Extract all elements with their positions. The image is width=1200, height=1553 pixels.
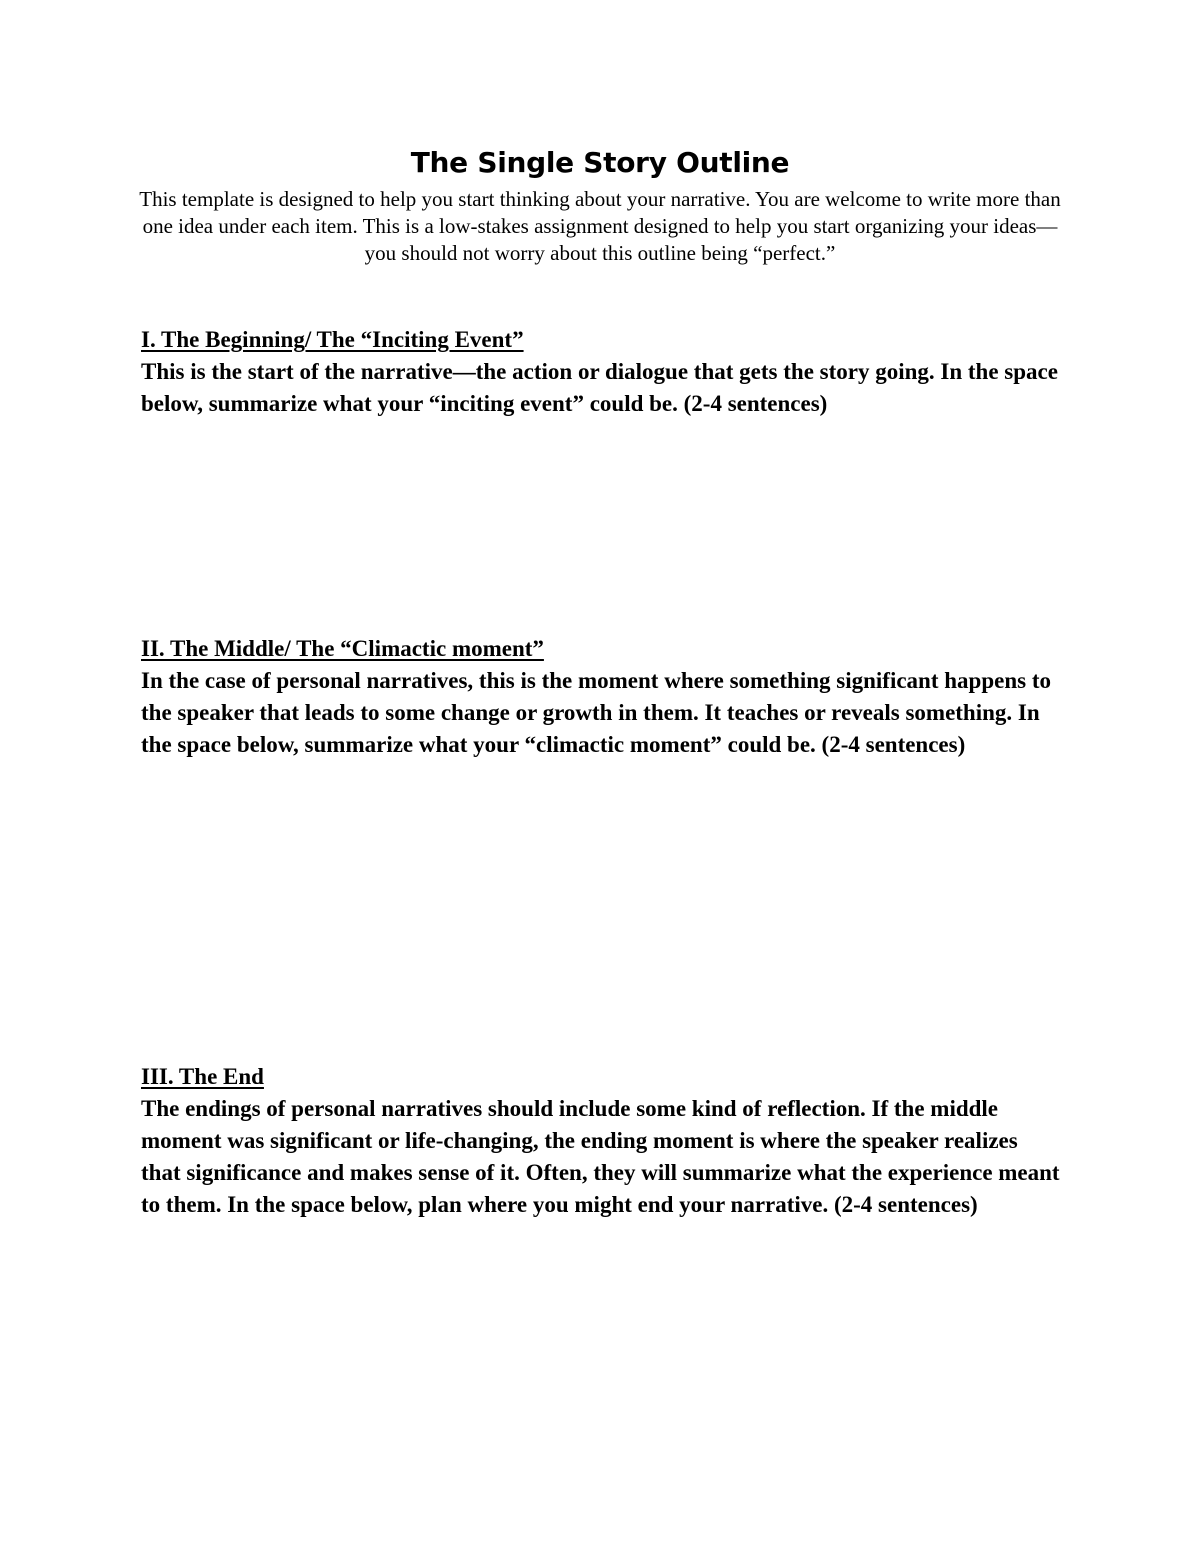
section-body-end: The endings of personal narratives should include some kind of reflection. If the middle moment was significant or life-changing, the ending moment is where the speaker realizes that significance and makes sense of it. Often, they will summarize what the experience meant to them. In the space below, plan where you might end your narrative. (2-4 sentences) <box>141 1096 1060 1217</box>
section-middle <box>141 633 1061 761</box>
page-title: The Single Story Outline <box>410 146 790 179</box>
section-end <box>141 1061 1061 1221</box>
section-heading-beginning: I. The Beginning/ The “Inciting Event” <box>141 327 524 352</box>
section-body-middle: In the case of personal narratives, this is the moment where something significant happens to the speaker that leads to some change or growth in them. It teaches or reveals something. In the space below, summarize what your “climactic moment” could be. (2-4 sentences) <box>141 668 1051 757</box>
intro-paragraph: This template is designed to help you start thinking about your narrative. You are welcome to write more than one idea under each item. This is a low-stakes assignment designed to help you start organizing your ideas—you should not worry about this outline being “perfect.” <box>139 187 1061 265</box>
section-body-beginning: This is the start of the narrative—the action or dialogue that gets the story going. In the space below, summarize what your “inciting event” could be. (2-4 sentences) <box>141 359 1058 416</box>
section-heading-end: III. The End <box>141 1064 264 1089</box>
section-beginning <box>141 324 1061 420</box>
section-heading-middle: II. The Middle/ The “Climactic moment” <box>141 636 544 661</box>
